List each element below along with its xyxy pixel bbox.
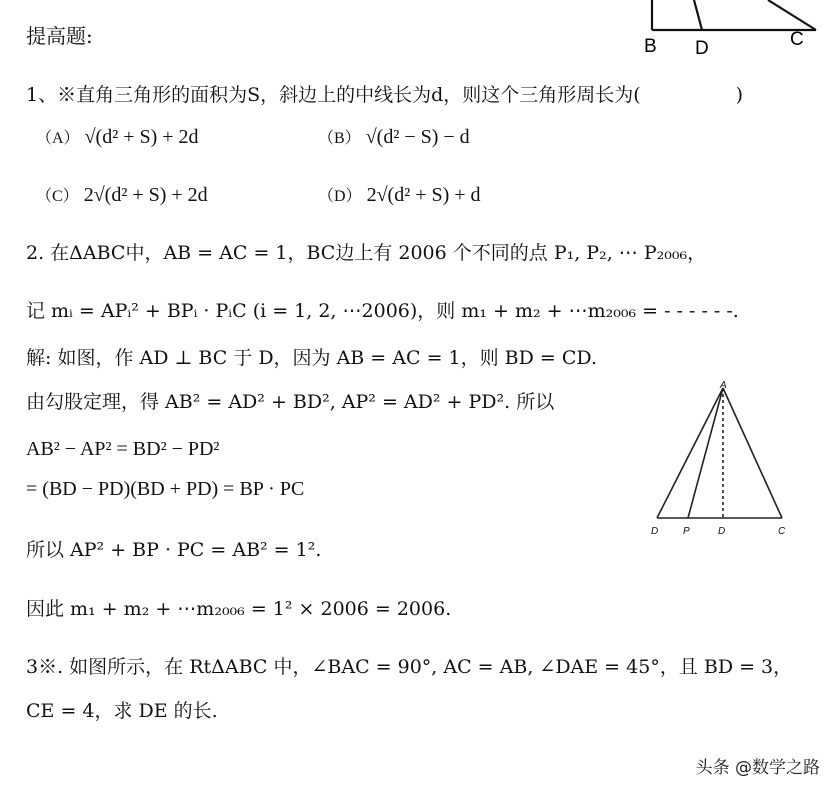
q1-option-c <box>36 183 208 207</box>
triangle-side-c <box>768 0 816 30</box>
q2-solution-line-3: AB² − AP² = BD² − PD² <box>26 438 220 460</box>
top-figure <box>630 0 830 62</box>
segment-ab <box>657 388 723 518</box>
q2-solution-line-5: 所以 AP² + BP · PC = AB² = 1². <box>26 539 322 561</box>
segment-ad <box>694 0 702 30</box>
q1-option-c-label: （C） <box>36 188 79 205</box>
q1-option-a <box>36 125 199 149</box>
label-c: C <box>790 29 804 50</box>
q1-option-b-label: （B） <box>318 130 361 147</box>
q2-solution-line-4: = (BD − PD)(BD + PD) = BP · PC <box>26 478 305 500</box>
q2-stem2: 记 mᵢ = APᵢ² + BPᵢ · PᵢC (i = 1, 2, ⋯2006)，则 m₁ + m₂ + ⋯m₂₀₀₆ = - - - - - -. <box>26 300 739 322</box>
q1-option-d-label: （D） <box>318 188 362 205</box>
q1-stem: 1、※直角三角形的面积为S，斜边上的中线长为d，则这个三角形周长为( ) <box>26 84 744 106</box>
label-p: P <box>683 526 690 537</box>
q2-solution-line-6: 因此 m₁ + m₂ + ⋯m₂₀₀₆ = 1² × 2006 = 2006. <box>26 598 452 620</box>
section-title: 提高题: <box>26 24 93 48</box>
label-d: D <box>718 526 726 537</box>
q1-option-a-label: （A） <box>36 130 80 147</box>
q2-solution-line-2: 由勾股定理，得 AB² = AD² + BD², AP² = AD² + PD². 所以 <box>26 391 555 413</box>
label-a: A <box>720 380 727 391</box>
label-b: D <box>651 526 659 537</box>
label-d: D <box>695 38 709 59</box>
q1-option-b-expr: √(d² − S) − d <box>365 126 470 148</box>
segment-ac <box>723 388 782 518</box>
q1-option-d <box>318 183 481 207</box>
q1-option-d-expr: 2√(d² + S) + d <box>366 184 481 206</box>
q2-stem: 2. 在ΔABC中，AB = AC = 1，BC边上有 2006 个不同的点 P₁, P₂, ⋯ P₂₀₀₆， <box>26 242 707 264</box>
q3-stem2: CE = 4，求 DE 的长. <box>26 700 218 722</box>
watermark: 头条 @数学之路 <box>695 758 820 778</box>
q1-option-c-expr: 2√(d² + S) + 2d <box>83 184 208 206</box>
q1-option-a-expr: √(d² + S) + 2d <box>84 126 199 148</box>
segment-ap <box>688 388 723 518</box>
q2-triangle-figure <box>640 378 810 548</box>
label-c: C <box>778 526 786 537</box>
q1-option-b <box>318 125 470 149</box>
label-b: B <box>644 36 657 57</box>
q2-solution-line-1: 解: 如图，作 AD ⊥ BC 于 D，因为 AB = AC = 1，则 BD = CD. <box>26 347 597 369</box>
q3-stem: 3※. 如图所示，在 RtΔABC 中，∠BAC = 90°, AC = AB, ∠DAE = 45°，且 BD = 3， <box>26 656 793 678</box>
